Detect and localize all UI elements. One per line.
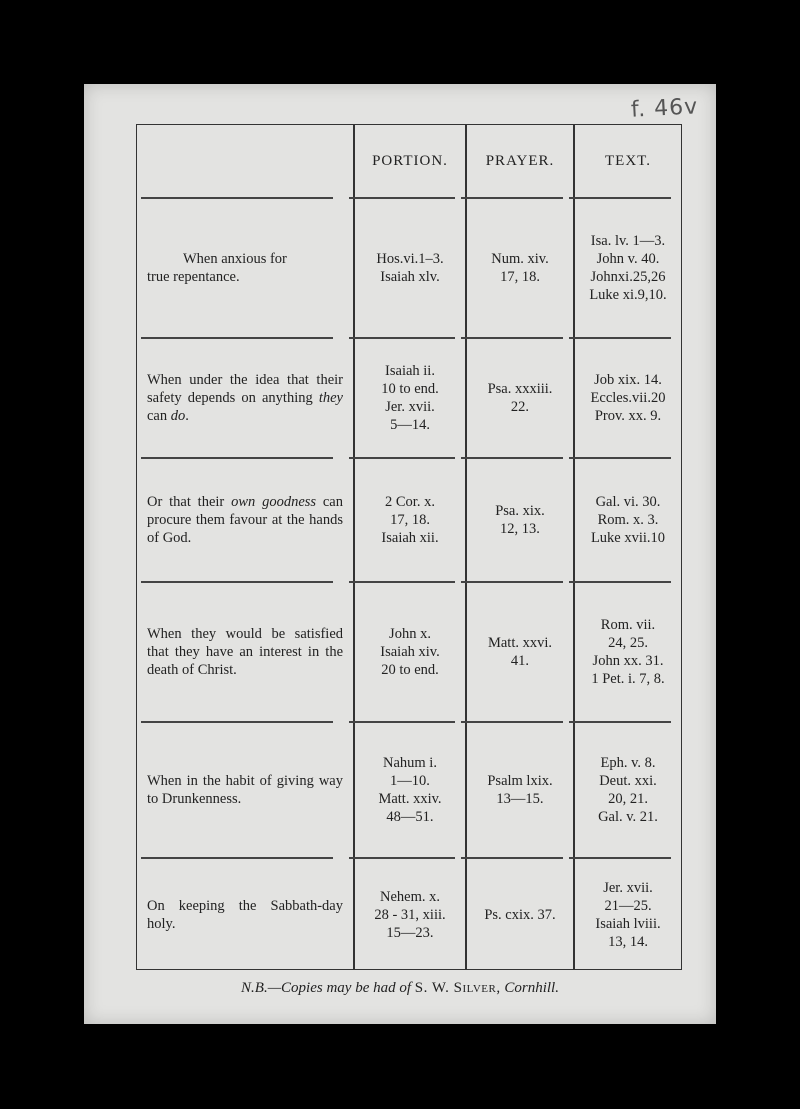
reference-line: Rom. vii. [600, 617, 656, 633]
reference-line: Isaiah xii. [381, 530, 439, 546]
reference-line: Isaiah xlv. [380, 269, 440, 285]
reference-line: Job xix. 14. [594, 372, 662, 388]
row-description: When under the idea that their safety depends on anything they can do. [147, 372, 343, 424]
reference-line: 48—51. [386, 809, 434, 825]
reference-line: Hos.vi.1–3. [376, 251, 444, 267]
reference-line: Matt. xxiv. [378, 791, 442, 807]
cell-prayer [467, 583, 573, 721]
header-portion: PORTION. [372, 152, 448, 169]
reference-line: Ps. cxix. 37. [484, 907, 556, 923]
reference-line: 17, 18. [500, 269, 540, 285]
cell-prayer [467, 723, 573, 857]
cell-text [575, 199, 681, 337]
reference-line: 13, 14. [608, 934, 648, 950]
reference-line: Psalm lxix. [487, 773, 553, 789]
footer-note [84, 980, 716, 997]
reference-line: Isaiah xiv. [380, 644, 440, 660]
cell-portion [355, 459, 465, 581]
cell-text [575, 459, 681, 581]
footer-prefix: N.B.—Copies may be had of [241, 980, 412, 996]
footer-place: Cornhill. [504, 980, 559, 996]
reference-line: Luke xvii.10 [590, 530, 666, 546]
reference-line: 28 - 31, xiii. [374, 907, 446, 923]
row-description: When anxious for true repentance. [147, 251, 287, 285]
reference-line: Isaiah ii. [385, 363, 435, 379]
reference-line: Nehem. x. [379, 889, 440, 905]
header-text: TEXT. [605, 152, 651, 169]
reference-line: 41. [510, 653, 530, 669]
reference-line: 22. [510, 399, 530, 415]
reference-line: Deut. xxi. [599, 773, 657, 789]
reference-line: 21—25. [604, 898, 652, 914]
reference-line: 24, 25. [608, 635, 648, 651]
reference-line: Nahum i. [383, 755, 437, 771]
scripture-table [136, 124, 682, 970]
reference-line: Matt. xxvi. [487, 635, 553, 651]
reference-line: Johnxi.25,26 [590, 269, 666, 285]
cell-prayer [467, 199, 573, 337]
reference-line: John v. 40. [596, 251, 660, 267]
reference-line: 17, 18. [390, 512, 430, 528]
document-page [84, 84, 716, 1024]
reference-line: Prov. xx. 9. [594, 408, 662, 424]
reference-line: 2 Cor. x. [385, 494, 435, 510]
cell-portion [355, 723, 465, 857]
cell-portion [355, 859, 465, 971]
reference-line: 1 Pet. i. 7, 8. [591, 671, 665, 687]
reference-line: Eccles.vii.20 [590, 390, 666, 406]
reference-line: 5—14. [390, 417, 430, 433]
reference-line: Jer. xvii. [603, 880, 653, 896]
reference-line: Jer. xvii. [385, 399, 435, 415]
cell-portion [355, 199, 465, 337]
cell-text [575, 339, 681, 457]
row-description: Or that their own goodness can procure them favour at the hands of God. [147, 494, 343, 546]
reference-line: Luke xi.9,10. [589, 287, 667, 303]
reference-line: 1—10. [390, 773, 430, 789]
footer-publisher: S. W. Silver, [414, 980, 501, 996]
reference-line: 20 to end. [381, 662, 439, 678]
row-description: When they would be satisfied that they have an interest in the death of Christ. [147, 626, 343, 678]
reference-line: Rom. x. 3. [597, 512, 659, 528]
reference-line: 20, 21. [608, 791, 648, 807]
row-description: When in the habit of giving way to Drunkenness. [147, 773, 343, 807]
reference-line: John xx. 31. [592, 653, 664, 669]
header-prayer: PRAYER. [485, 152, 555, 169]
folio-annotation: f. 46v [630, 94, 699, 123]
reference-line: Psa. xix. [495, 503, 545, 519]
cell-text [575, 723, 681, 857]
row-description: On keeping the Sabbath-day holy. [147, 898, 343, 932]
cell-text [575, 583, 681, 721]
reference-line: Isaiah lviii. [595, 916, 661, 932]
reference-line: Gal. vi. 30. [595, 494, 661, 510]
reference-line: 13—15. [496, 791, 544, 807]
reference-line: John x. [389, 626, 431, 642]
cell-portion [355, 339, 465, 457]
reference-line: 10 to end. [381, 381, 439, 397]
reference-line: Num. xiv. [491, 251, 549, 267]
reference-line: Psa. xxxiii. [487, 381, 553, 397]
reference-line: 12, 13. [500, 521, 540, 537]
cell-text [575, 859, 681, 971]
reference-line: 15—23. [386, 925, 434, 941]
cell-portion [355, 583, 465, 721]
cell-prayer [467, 459, 573, 581]
cell-prayer [467, 339, 573, 457]
reference-line: Eph. v. 8. [600, 755, 656, 771]
cell-prayer [467, 859, 573, 971]
reference-line: Gal. v. 21. [598, 809, 658, 825]
reference-line: Isa. lv. 1—3. [590, 233, 666, 249]
